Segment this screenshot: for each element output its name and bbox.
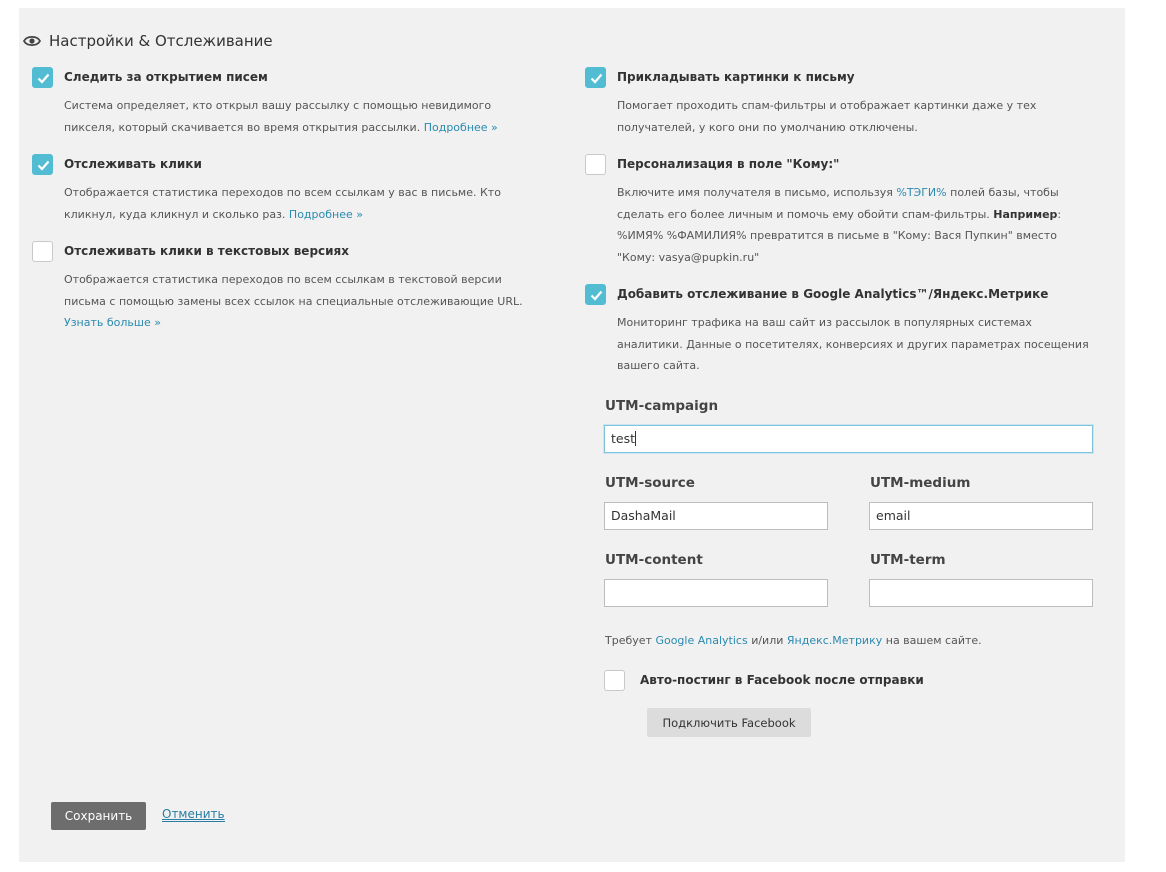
analytics-checkbox[interactable] [585,284,606,305]
option-facebook-autopost [604,670,1004,690]
attach-images-title: Прикладывать картинки к письму [617,70,855,84]
note-suffix: на вашем сайте. [885,634,982,647]
utm-content-input[interactable] [604,579,828,607]
facebook-autopost-checkbox[interactable] [604,670,625,691]
utm-medium-label: UTM-medium [870,475,971,491]
track-clicks-checkbox[interactable] [32,154,53,175]
check-icon [590,290,603,301]
track-opens-more-link[interactable]: Подробнее » [423,120,498,134]
section-title: Настройки & Отслеживание [49,32,273,50]
yandex-metrika-link[interactable]: Яндекс.Метрику [786,634,883,647]
track-clicks-more-link[interactable]: Подробнее » [288,207,363,221]
option-track-opens [32,67,532,154]
personalize-to-title: Персонализация в поле "Кому:" [617,157,840,171]
track-opens-desc [64,95,532,138]
attach-images-checkbox[interactable] [585,67,606,88]
personalize-desc-3: : %ИМЯ% %ФАМИЛИЯ% превратится в письме в "Кому: Вася Пупкин" вместо "Кому: vasya@pupkin.ru" [617,207,1062,264]
connect-facebook-button[interactable]: Подключить Facebook [647,708,811,737]
track-opens-title: Следить за открытием писем [64,70,268,84]
personalize-desc-1: Включите имя получателя в письмо, используя [617,186,893,199]
tags-link[interactable]: %ТЭГИ% [896,186,947,199]
personalize-to-checkbox[interactable] [585,154,606,175]
personalize-desc-2: полей базы, чтобы сделать его более личным и помочь ему обойти спам-фильтры. [617,186,1059,221]
track-clicks-title: Отслеживать клики [64,157,202,171]
analytics-title: Добавить отслеживание в Google Analytics™/Яндекс.Метрике [617,287,1049,301]
note-middle: и/или [751,634,784,647]
option-track-clicks [32,154,532,241]
track-clicks-desc [64,182,532,225]
facebook-autopost-title: Авто-постинг в Facebook после отправки [640,673,924,687]
check-icon [37,73,50,84]
track-text-clicks-desc [64,269,532,334]
utm-campaign-input[interactable] [604,425,1093,453]
example-label: Например [993,207,1058,221]
analytics-requirement-note [605,634,982,647]
save-button[interactable]: Сохранить [51,802,146,830]
track-clicks-desc-text: Отображается статистика переходов по всем ссылкам у вас в письме. Кто кликнул, куда кликнул и сколько раз. [64,186,501,221]
utm-source-label: UTM-source [605,475,695,491]
utm-term-label: UTM-term [870,552,946,568]
text-caret [635,431,636,446]
option-attach-images [585,67,1090,154]
cancel-link[interactable]: Отменить [162,807,225,821]
track-text-clicks-checkbox[interactable] [32,241,53,262]
utm-term-input[interactable] [869,579,1093,607]
left-column [32,67,532,334]
check-icon [590,73,603,84]
section-header [23,32,273,50]
option-personalize-to [585,154,1090,284]
analytics-desc: Мониторинг трафика на ваш сайт из рассылок в популярных системах аналитики. Данные о посетителях, конверсиях и других параметрах посещения вашего сайта. [617,316,1089,372]
attach-images-desc: Помогает проходить спам-фильтры и отображает картинки даже у тех получателей, у кого они по умолчанию отключены. [617,99,1037,134]
eye-icon [23,35,41,47]
track-text-clicks-title: Отслеживать клики в текстовых версиях [64,244,350,258]
utm-campaign-label: UTM-campaign [605,398,719,414]
google-analytics-link[interactable]: Google Analytics [655,634,748,647]
track-text-clicks-desc-text: Отображается статистика переходов по всем ссылкам в текстовой версии письма с помощью замены всех ссылок на специальные отслеживающие URL. [64,273,523,308]
check-icon [37,160,50,171]
note-prefix: Требует [605,634,652,647]
utm-source-input[interactable]: DashaMail [604,502,828,530]
utm-medium-input[interactable]: email [869,502,1093,530]
utm-content-label: UTM-content [605,552,703,568]
right-column [585,67,1090,377]
utm-campaign-value: test [611,431,636,446]
track-text-clicks-more-link[interactable]: Узнать больше » [64,316,161,329]
track-opens-desc-text: Система определяет, кто открыл вашу рассылку с помощью невидимого пикселя, который скачивается во время открытия рассылки. [64,99,492,134]
personalize-to-desc [617,182,1090,268]
track-opens-checkbox[interactable] [32,67,53,88]
option-analytics [585,284,1090,377]
option-track-text-clicks [32,241,532,334]
